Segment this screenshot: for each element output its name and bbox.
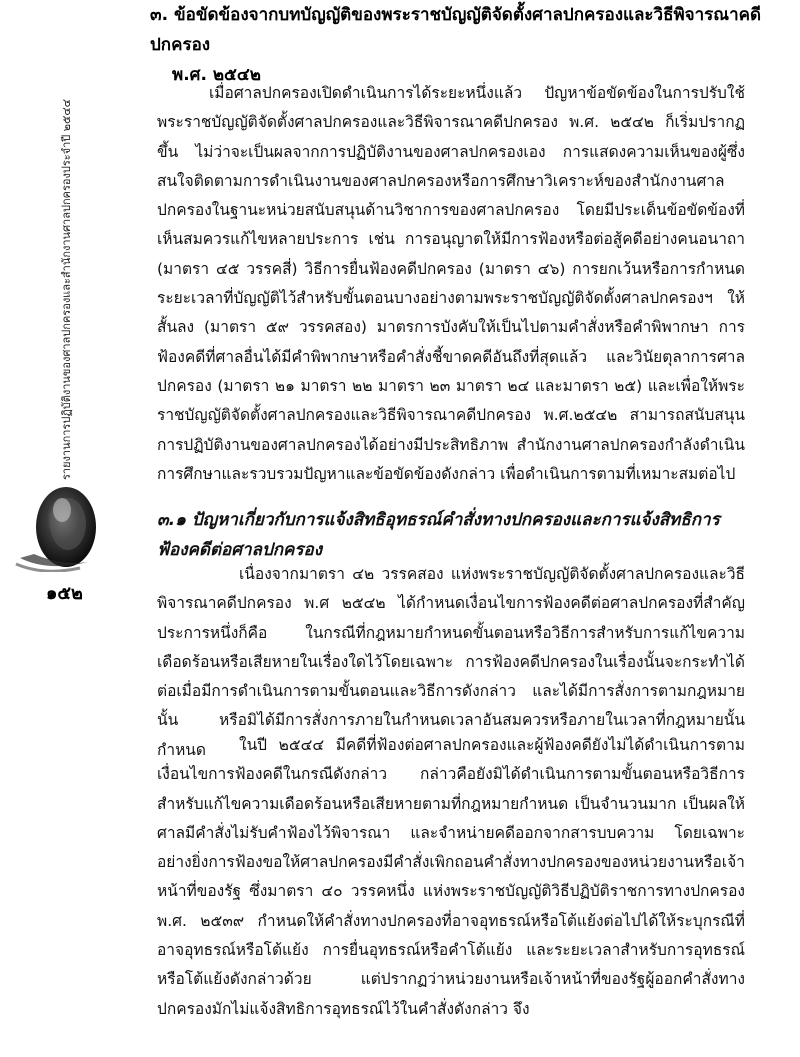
subsection-heading <box>157 505 757 565</box>
section-heading-line1: ๓. ข้อขัดข้องจากบทบัญญัติของพระราชบัญญัติจัดตั้งศาลปกครองและวิธีพิจารณาคดีปกครอง <box>150 5 762 55</box>
side-caption: รายงานการปฏิบัติงานของศาลปกครองและสำนักงานศาลปกครองประจำปี ๒๕๔๔ <box>60 99 73 480</box>
court-seal-icon <box>14 480 104 572</box>
intro-paragraph: เมื่อศาลปกครองเปิดดำเนินการได้ระยะหนึ่งแล้ว ปัญหาข้อขัดข้องในการปรับใช้พระราชบัญญัติจัดตั้งศาลปกครองและวิธีพิจารณาคดีปกครอง พ.ศ. ๒๕๔๒ ก็เริ่มปรากฏขึ้น ไม่ว่าจะเป็นผลจากการปฏิบัติงานของศาลปกครองเอง การแสดงความเห็นของผู้ซึ่งสนใจติดตามการดำเนินงานของศาลปกครองหรือการศึกษาวิเคราะห์ของสำนักงานศาลปกครองในฐานะหน่วยสนับสนุนด้านวิชาการของศาลปกครอง โดยมีประเด็นข้อขัดข้องที่เห็นสมควรแก้ไขหลายประการ เช่น การอนุญาตให้มีการฟ้องหรือต่อสู้คดีอย่างคนอนาถา (มาตรา ๔๕ วรรคสี่) วิธีการยื่นฟ้องคดีปกครอง (มาตรา ๔๖) การยกเว้นหรือการกำหนดระยะเวลาที่บัญญัติไว้สำหรับขั้นตอนบางอย่างตามพระราชบัญญัติจัดตั้งศาลปกครองฯ ให้สั้นลง (มาตรา ๕๙ วรรคสอง) มาตรการบังคับให้เป็นไปตามคำสั่งหรือคำพิพากษา การฟ้องคดีที่ศาลอื่นได้มีคำพิพากษาหรือคำสั่งชี้ขาดคดีอันถึงที่สุดแล้ว และวินัยตุลาการศาลปกครอง (มาตรา ๒๑ มาตรา ๒๒ มาตรา ๒๓ มาตรา ๒๔ และมาตรา ๒๕) และเพื่อให้พระราชบัญญัติจัดตั้งศาลปกครองและวิธีพิจารณาคดีปกครอง พ.ศ.๒๕๔๒ สามารถสนับสนุนการปฏิบัติงานของศาลปกครองได้อย่างมีประสิทธิภาพ สำนักงานศาลปกครองกำลังดำเนินการศึกษาและรวบรวมปัญหาและข้อขัดข้องดังกล่าว เพื่อดำเนินการตามที่เหมาะสมต่อไป <box>157 84 745 483</box>
section-heading <box>150 0 790 90</box>
subsection-paragraph-1: เนื่องจากมาตรา ๔๒ วรรคสอง แห่งพระราชบัญญัติจัดตั้งศาลปกครองและวิธีพิจารณาคดีปกครอง พ.ศ ๒๕๔๒ ได้กำหนดเงื่อนไขการฟ้องคดีต่อศาลปกครองที่สำคัญประการหนึ่งก็คือ ในกรณีที่กฎหมายกำหนดขั้นตอนหรือวิธีการสำหรับการแก้ไขความเดือดร้อนหรือเสียหายในเรื่องใดไว้โดยเฉพาะ การฟ้องคดีปกครองในเรื่องนั้นจะกระทำได้ต่อเมื่อมีการดำเนินการตามขั้นตอนและวิธีการดังกล่าว และได้มีการสั่งการตามกฎหมายนั้น หรือมิได้มีการสั่งการภายในกำหนดเวลาอันสมควรหรือภายในเวลาที่กฎหมายนั้นกำหนด <box>157 565 745 759</box>
section-heading-line2: พ.ศ. ๒๕๔๒ <box>172 65 261 85</box>
page-number: ๑๕๒ <box>46 583 83 604</box>
subsection-heading-line1: ๓.๑ ปัญหาเกี่ยวกับการแจ้งสิทธิอุทธรณ์คำสั่งทางปกครองและการแจ้งสิทธิการ <box>157 510 720 530</box>
subsection-paragraph-2: ในปี ๒๕๔๔ มีคดีที่ฟ้องต่อศาลปกครองและผู้ฟ้องคดียังไม่ได้ดำเนินการตามเงื่อนไขการฟ้องคดีในกรณีดังกล่าว กล่าวคือยังมิได้ดำเนินการตามขั้นตอนหรือวิธีการสำหรับแก้ไขความเดือดร้อนหรือเสียหายตามที่กฎหมายกำหนด เป็นจำนวนมาก เป็นผลให้ศาลมีคำสั่งไม่รับคำฟ้องไว้พิจารณา และจำหน่ายคดีออกจากสารบบความ โดยเฉพาะอย่างยิ่งการฟ้องขอให้ศาลปกครองมีคำสั่งเพิกถอนคำสั่งทางปกครองของหน่วยงานหรือเจ้าหน้าที่ของรัฐ ซึ่งมาตรา ๔๐ วรรคหนึ่ง แห่งพระราชบัญญัติวิธีปฏิบัติราชการทางปกครอง พ.ศ. ๒๕๓๙ กำหนดให้คำสั่งทางปกครองที่อาจอุทธรณ์หรือโต้แย้งต่อไปได้ให้ระบุกรณีที่อาจอุทธรณ์หรือโต้แย้ง การยื่นอุทธรณ์หรือคำโต้แย้ง และระยะเวลาสำหรับการอุทธรณ์หรือโต้แย้งดังกล่าวด้วย แต่ปรากฏว่าหน่วยงานหรือเจ้าหน้าที่ของรัฐผู้ออกคำสั่งทางปกครองมักไม่แจ้งสิทธิการอุทธรณ์ไว้ในคำสั่งดังกล่าว จึง <box>157 736 745 1018</box>
subsection-heading-line2: ฟ้องคดีต่อศาลปกครอง <box>157 540 323 560</box>
